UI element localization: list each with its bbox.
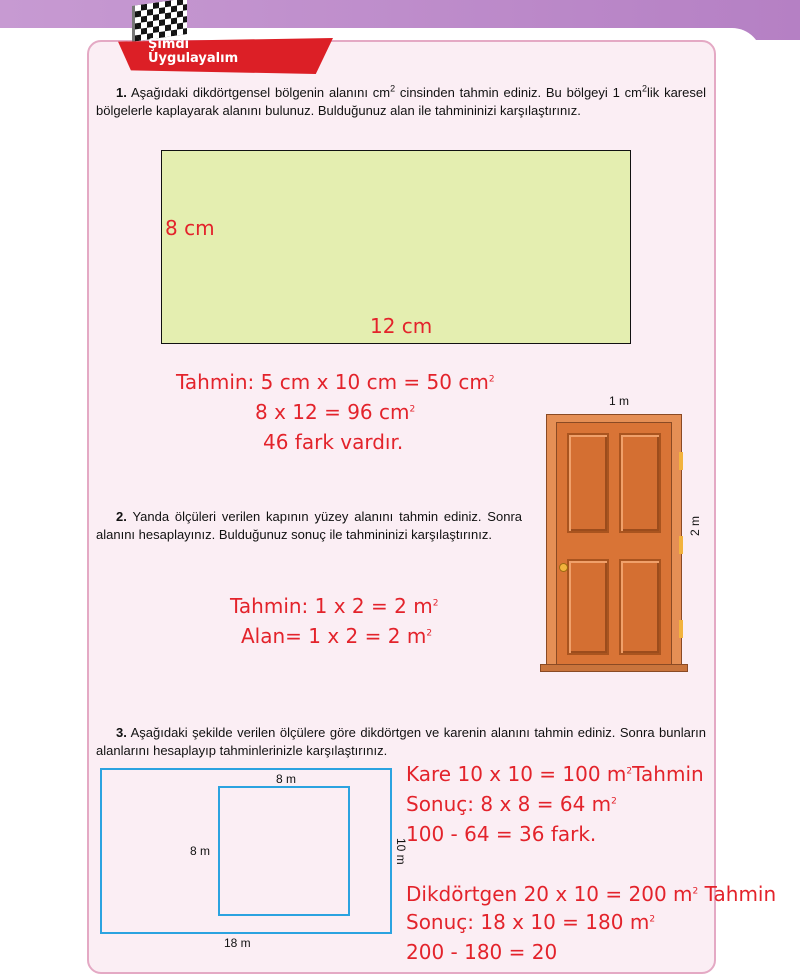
question-1-text bbox=[96, 84, 706, 120]
q1-text-b: cinsinden tahmin ediniz. Bu bölgeyi 1 cm bbox=[395, 85, 642, 100]
q2-text: Yanda ölçüleri verilen kapının yüzey alanını tahmin ediniz. Sonra alanını hesaplayınız. Bulduğunuz sonuç ile tahmininizi karşılaştırınız. bbox=[96, 509, 522, 542]
q2-answer-line2 bbox=[241, 624, 432, 648]
rectangle-height-label: 8 cm bbox=[165, 216, 215, 240]
q1-answer-line3: 46 fark vardır. bbox=[263, 430, 404, 454]
q1-answer-line1 bbox=[176, 370, 495, 394]
q3-dik-line2-sup: 2 bbox=[649, 914, 656, 925]
q3-dik-line3: 200 - 180 = 20 bbox=[406, 940, 558, 964]
door-hinge-icon bbox=[679, 452, 683, 470]
q1-text-c: lik karesel bölgelerle kaplayarak alanını bulunuz. Bulduğunuz alan ile tahmininizi karşılaştırınız. bbox=[96, 85, 706, 118]
q1-answer-line2-sup: 2 bbox=[409, 404, 416, 415]
door-knob-icon bbox=[559, 563, 568, 572]
q3-dik-line1-text: Dikdörtgen 20 x 10 = 200 m bbox=[406, 882, 693, 906]
q1-answer-line1-sup: 2 bbox=[488, 374, 495, 385]
q3-dik-line1-tahmin: Tahmin bbox=[704, 882, 777, 906]
q2-answer-line1 bbox=[230, 594, 438, 618]
q3-kare-line1-text: Kare 10 x 10 = 100 m bbox=[406, 762, 627, 786]
rectangle-bottom-label: 18 m bbox=[224, 936, 251, 950]
q3-kare-line1 bbox=[406, 762, 704, 786]
square-top-label: 8 m bbox=[276, 772, 297, 786]
question-3-text bbox=[96, 724, 706, 760]
door-panel-top-left bbox=[567, 433, 609, 533]
door-hinge-icon bbox=[679, 536, 683, 554]
rectangle-right-label: 10 m bbox=[394, 838, 408, 865]
q3-kare-line3: 100 - 64 = 36 fark. bbox=[406, 822, 597, 846]
q1-answer-line1-text: Tahmin: 5 cm x 10 cm = 50 cm bbox=[176, 370, 489, 394]
door-width-label: 1 m bbox=[609, 394, 630, 408]
q2-answer-line2-text: Alan= 1 x 2 = 2 m bbox=[241, 624, 427, 648]
q3-dik-line2-text: Sonuç: 18 x 10 = 180 m bbox=[406, 910, 650, 934]
door-leaf bbox=[556, 422, 672, 666]
square-left-label: 8 m bbox=[190, 844, 211, 858]
q3-dik-line1 bbox=[406, 882, 776, 906]
question-1-number: 1. bbox=[116, 85, 127, 100]
question-2-text bbox=[96, 508, 522, 544]
q1-sup-a: 2 bbox=[390, 83, 396, 94]
door-sill bbox=[540, 664, 688, 672]
question-3-number: 3. bbox=[116, 725, 127, 740]
q3-kare-line1-sup: 2 bbox=[626, 766, 633, 777]
q2-answer-line2-sup: 2 bbox=[426, 628, 433, 639]
q3-dik-line2 bbox=[406, 910, 655, 934]
door-height-label: 2 m bbox=[688, 515, 702, 536]
door-panel-top-right bbox=[619, 433, 661, 533]
q1-text-a: Aşağıdaki dikdörtgensel bölgenin alanını cm bbox=[130, 85, 391, 100]
q3-kare-line2 bbox=[406, 792, 617, 816]
q1-sup-b: 2 bbox=[641, 83, 647, 94]
q3-kare-line2-sup: 2 bbox=[611, 796, 617, 807]
door-panel-bottom-left bbox=[567, 559, 609, 655]
door-panel-bottom-right bbox=[619, 559, 661, 655]
q2-answer-line1-sup: 2 bbox=[432, 598, 439, 609]
rectangle-width-label: 12 cm bbox=[370, 314, 433, 338]
inner-square bbox=[218, 786, 350, 916]
q2-answer-line1-text: Tahmin: 1 x 2 = 2 m bbox=[230, 594, 433, 618]
q3-kare-line1-tahmin: Tahmin bbox=[632, 762, 704, 786]
q3-kare-line2-text: Sonuç: 8 x 8 = 64 m bbox=[406, 792, 612, 816]
q1-answer-line2-text: 8 x 12 = 96 cm bbox=[255, 400, 410, 424]
section-title bbox=[148, 38, 238, 66]
door-illustration bbox=[540, 412, 690, 670]
question-2-number: 2. bbox=[116, 509, 127, 524]
section-title-line2: Uygulayalım bbox=[148, 51, 239, 66]
q3-text: Aşağıdaki şekilde verilen ölçülere göre dikdörtgen ve karenin alanını tahmin ediniz. Sonra bunların alanlarını hesaplayıp tahminlerinizle karşılaştırınız. bbox=[96, 725, 706, 758]
q1-answer-line2 bbox=[255, 400, 415, 424]
q3-dik-line1-sup: 2 bbox=[692, 886, 699, 897]
section-title-line1: Şimdi bbox=[148, 37, 190, 52]
door-hinge-icon bbox=[679, 620, 683, 638]
